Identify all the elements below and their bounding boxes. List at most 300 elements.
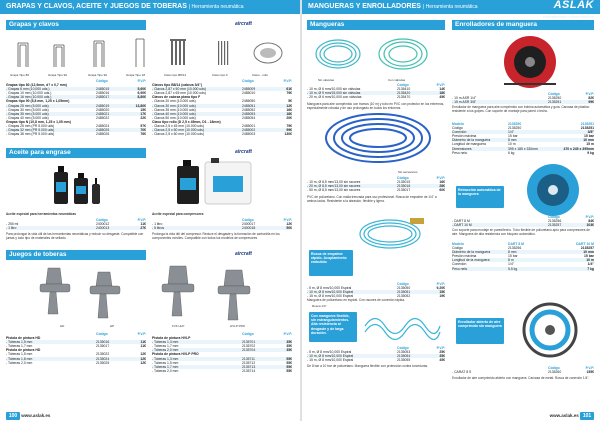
row-code: 2135022 [96,352,110,357]
row-code: 2485052 [242,107,256,112]
table-row [307,188,445,192]
row-description: - 10 m, Ø 6 mm/10,000 sin válvulas [307,87,361,92]
row-description: - Clavos 35 mm (10.000 uds) [152,107,196,112]
row-description: Diámetro de la manguera [452,250,491,255]
row-price: P.V.P. [137,79,146,83]
row-description: - 20 m, Ø 6 mm/10,000 con válvulas [307,95,362,100]
mangueras-table-1 [307,83,445,99]
row-code: 6 kg [508,150,515,155]
table-row [307,95,445,99]
row-description: - Clavos 40 mm (10.000 uds) [152,111,196,116]
row-description: - Toberas 1,3 mm [152,356,179,361]
row-code: Código [242,332,254,336]
table-row [452,223,594,227]
section-aceite-title: Aceite para engrase [6,148,146,158]
row-description: Pistola de pintura HD [6,336,41,341]
row-description: - 1 litro [152,222,163,227]
row-code: 2135025 [96,360,110,365]
aceite-left-description: Para prolongar la vida útil de las herramientas neumáticas y reducir su desgaste. Compatible con juntas y todo tipo de materiales de sellado. [6,232,144,240]
row-price: 16€ [286,107,292,112]
page-divider [300,0,302,421]
row-description: - Toberas 1,7 mm [152,364,179,369]
footer-left [6,411,50,421]
row-price: 2135257 [580,246,594,251]
row-code: 2485009 [242,87,256,92]
row-code: 2485002 [242,128,256,133]
aceite-left-title: Aceite especial para herramientas neumáticas [6,212,76,216]
row-code: 2485017 [96,95,110,100]
section-mangueras-title: Mangueras [307,20,445,30]
row-description: - Grapas 6 mm (10.000 uds.) [6,87,50,92]
clavo-caption-1: Clavo tipo B8/14 [164,73,187,77]
row-description: Longitud de la manguera [452,258,490,263]
row-code: 2135017 [96,344,110,349]
row-description: Código [452,246,463,251]
row-price: 35€ [286,344,292,349]
page-number-right: 101 [580,412,594,420]
row-description: - Clavos 2,87 x 50 mm (10.000 uds) [152,87,206,92]
row-description: Modelo [452,242,464,246]
grapa-caption-4: Grapa Tipo 18 [126,73,146,77]
row-code: 2485010 [242,91,256,96]
row-price: 45€ [439,95,445,100]
row-description: - 50 m, Ø 8,5 mm/13,00 sin racores [307,188,361,193]
aceite-right-table [152,218,292,230]
enrolladores-table-2 [452,215,594,227]
row-price: 27€ [140,226,146,231]
row-description: - 20 m, Ø 8,5 mm/13,00 sin racores [307,184,361,189]
table-row [152,132,292,136]
row-price: P.V.P. [585,92,594,96]
row-price: 11€ [140,222,146,227]
row-description: - 15 m, Ø 8 mm/10,000 Espiral [307,294,354,299]
toberas-right-table [152,332,292,373]
row-price: 84€ [588,219,594,224]
row-code: 2135055 [397,358,411,363]
page-number-left: 100 [6,412,20,420]
coiled-hoses-image [308,32,443,80]
row-description: - 10 m, Ø 8 mm/10,000 Espiral [307,354,354,359]
row-code: 2485054 [242,115,256,120]
callout-manguera-flexible: Con manguera flexible, sin estrangulamientos. Alta resistencia al desgaste y de larga duración. [309,312,357,342]
enrolladores-spec-table-2 [452,242,594,271]
row-code: 2135250 [508,126,522,131]
spray-guns-image [20,264,290,326]
row-description: - 15 m ASR 3/8" [452,100,477,105]
header-right-title: MANGUERAS Y ENROLLADORES [308,3,421,10]
row-description: Código [452,126,463,131]
row-code: 2135711 [242,356,255,361]
row-description: - Grapas 25 mm (PR 5.000 uds) [6,124,55,129]
row-price: 2135251 [580,126,594,131]
row-price: 103€ [586,223,594,228]
row-code: 2135256 [548,219,562,224]
row-price: 70€ [140,128,146,133]
aircraft-brand: aircraft [235,21,252,27]
row-price: 28€ [439,184,445,189]
row-description: Pistola de pintura HVLP PRO [152,352,199,357]
row-price: 79€ [286,91,292,96]
grapas-table-left [6,79,146,136]
aceite-right-description: Prolonga la vida útil del compresor. Reduce el desgaste y la formación de carbonilla en los componentes móviles. Compatible con todos los modelos de compresores. [152,232,280,240]
row-price: 9 kg [587,150,594,155]
row-description: Dimensiones [452,146,472,151]
row-price: 20€ [286,115,292,120]
row-price: 15 bar [584,254,594,259]
row-price: 16€ [439,180,445,185]
row-code: 2135410 [397,87,411,92]
table-row [452,100,594,104]
row-description: - Toberas 1,7 mm [6,344,33,349]
row-price: 12€ [286,222,292,227]
toberas-left-table [6,332,146,365]
row-price: 25€ [439,350,445,355]
row-description: - 5 m, Ø 8 mm/10,000 Espiral [307,350,352,355]
row-price: P.V.P. [283,332,292,336]
row-code: Código [96,218,108,222]
spiral-hose-2-image [360,306,442,346]
row-code: 2485053 [242,111,256,116]
mangueras-description-1: Manguera para aire comprimido con tramos (10 m) y tubo en PVC con protector en los extremos, especialmente robusta y de uso prolongado en todos los entornos. [307,102,445,110]
row-description: - 10 m ASR 1/4" [452,96,477,101]
row-price: 1/4" [587,262,594,267]
row-code: 2485024 [96,124,110,129]
row-price: P.V.P. [436,346,445,350]
gun-caption-hd: HD [60,324,65,328]
row-code: 2135250 [508,122,522,126]
row-code: 2135024 [96,356,110,361]
section-grapas-title: Grapas y clavos [6,20,146,30]
row-price: 12€ [140,352,146,357]
row-code: DART 8 M [508,242,525,246]
row-price: 17€ [140,111,146,116]
row-price: 130€ [284,132,292,137]
staples-nails-illustration [6,33,296,73]
row-price: 470 x 245 x 395mm [563,146,594,151]
row-description: Pistola de pintura HD [6,348,41,353]
hose-caption-con-valvulas: Con válvulas [388,78,406,82]
row-code: Código [397,282,409,286]
open-hose-reel-image [510,300,590,360]
mangueras-table-2 [307,176,445,192]
row-price: DART 10 M [576,242,594,246]
row-code: Código [242,218,254,222]
row-price: P.V.P. [137,218,146,222]
row-description: - 10 m, Ø 8 mm/10,000 Espiral [307,290,354,295]
aircraft-brand-2: aircraft [235,149,252,155]
row-code: 2135256 [508,246,522,251]
row-price: 61€ [286,87,292,92]
row-code: 2135713 [242,364,256,369]
row-code: Código [96,332,108,336]
row-description: - Toberas 1,5 mm [6,340,33,345]
row-description: - Grapas 35 mm (5.000 uds) [6,111,49,116]
row-code: 5,5 kg [508,266,518,271]
row-description: - Toberas 1,3 mm [152,340,179,345]
row-price: 18€ [286,111,292,116]
row-code: 15 bar [508,254,518,259]
row-price: 5,60€ [137,87,146,92]
row-description: Presión máxima [452,134,477,139]
table-row [152,369,292,373]
row-code: 2135054 [397,354,411,359]
row-description: Conexión [452,130,467,135]
row-description: - Toberas 2,0 mm [152,348,179,353]
row-code: Código [548,366,560,370]
row-code: Código [96,79,108,83]
row-code: 2135053 [397,350,411,355]
row-code: 2135017 [397,188,411,193]
gun-caption-fvf: FVF HLP [172,324,185,328]
row-code: 2135704 [242,348,256,353]
row-description: - Grapas 40 mm (5.000 uds) [6,115,49,120]
row-price: 19€ [439,294,445,299]
row-code: 1/4" [508,262,514,267]
row-code: 2135016 [96,340,110,345]
row-description: - CARAT 8 S [452,370,472,375]
row-description: - Grapas 38 mm (PR 5.000 uds) [6,132,55,137]
row-description: Conexión [452,262,467,267]
footer-web-left: www.aslak.es [21,413,51,418]
row-code: Código [548,215,560,219]
dart-hose-reel-image [515,160,593,220]
footer-web-right: www.aslak.es [549,413,579,418]
table-row [6,361,146,365]
row-code: 2135260 [548,370,562,375]
row-code: 2485025 [96,128,110,133]
header-right: MANGUERAS Y ENROLLADORES | Herramienta neumática ASLAK COMPRESORES Y HERRAMIENTAS [302,0,600,14]
gun-caption-hvlp-pro: HVLP PRO [230,324,246,328]
row-code: 2135015 [397,180,411,185]
row-description: - Grapas 30 mm (5.000 uds) [6,107,49,112]
header-left-title: GRAPAS Y CLAVOS, ACEITE Y JUEGOS DE TOBERAS [6,3,187,10]
row-price: 22€ [140,115,146,120]
callout-rosca: Rosca de empalme rápido. Acoplamiento embutido [309,250,353,276]
row-code: Código [397,176,409,180]
row-code: 2485026 [96,132,110,137]
row-price: 82€ [588,96,594,101]
row-price: 6,90€ [137,91,146,96]
row-price: 15 m [586,142,594,147]
row-description: Clavos tipo B8/14 (cabeza 3/4") [152,83,203,88]
grapa-caption-1: Grapa Tipo 80 [10,73,30,77]
row-price: 55€ [286,356,292,361]
row-code: 2485021 [96,111,110,116]
enrolladores-description-3: Enrollador de aire comprimido abierto con manguera. Carcasa de metal. Rosca de conexión 1/4". [452,376,590,380]
row-code: Código [397,83,409,87]
mangueras-table-4 [307,346,445,362]
row-price: 12€ [140,360,146,365]
row-description: Presión máxima [452,254,477,259]
row-code: Código [242,79,254,83]
row-description: - Clavos 20 mm (10.000 uds) [152,99,196,104]
row-description: - Toberas 1,5 mm [152,360,179,365]
row-price: 15€ [439,290,445,295]
row-description: - 10 m, Ø 9 mm/15,000 sin válvulas [307,91,361,96]
row-price: P.V.P. [585,366,594,370]
row-price: 12€ [140,356,146,361]
row-price: 35€ [286,348,292,353]
blue-hose-coil-image [318,112,438,168]
row-description: - Toberas 1,7 mm [152,344,179,349]
row-description: - Clavos 50 mm (10.000 uds) [152,115,196,120]
row-code: 8 m [508,258,514,263]
callout-retraccion: Retracción automática de la manguera [456,186,504,208]
enrolladores-description-2: Con soporte para montaje en pared/techo. Tubo flexible de poliuretano apto para compresores de aire. Manguera de alta resistencia con bloqueo automático. [452,228,590,236]
oil-bottles-left-image [50,164,110,206]
table-row [6,226,146,230]
hose-reel-image [490,32,570,90]
row-code: 2135701 [242,340,256,345]
row-price: 35€ [286,340,292,345]
row-code: 8 mm [508,138,517,143]
aircraft-brand-3: aircraft [235,251,252,257]
row-code: 2135251 [548,100,562,105]
row-price: 79€ [286,124,292,129]
row-description: - Toberas 1,8 mm [6,356,33,361]
row-code: 2400012 [96,222,110,227]
mangueras-table-3 [307,282,445,298]
row-description: - Toberas 2,0 mm [152,368,179,373]
row-description: - 1 litro [6,226,17,231]
row-code: 2135702 [242,344,256,349]
row-price: P.V.P. [436,176,445,180]
row-price: P.V.P. [436,83,445,87]
table-row [452,267,594,271]
row-description: Clavos de cabeza plana tipo F [152,95,201,100]
row-description: - Clavos 2,5 x 60 mm (10.000 uds) [152,132,205,137]
row-price: P.V.P. [585,215,594,219]
row-description: - Toberas 2,0 mm [6,360,33,365]
row-price: 10 m [586,258,594,263]
row-code: 2135250 [548,96,562,101]
row-code: 2135050 [397,286,411,291]
row-price: 99€ [286,128,292,133]
row-code: 2485019 [96,103,110,108]
callout-enrollador-abierto: Enrollador abierto de aire comprimido sin manguera [456,318,504,344]
mangueras-description-3: Manguera de poliuretano en espiral. Con racores de conexión rápida. [307,298,405,302]
row-description: Grapas tipo 90 (5,8 mm, 1,25 x 1,05mm) [6,99,70,104]
row-code: 2135712 [242,360,256,365]
row-code: 2135052 [397,294,411,299]
row-price: 15€ [140,107,146,112]
row-code: 10 m [508,142,516,147]
row-description: Clavo tipo rollo (D 2,5 x 45mm, D1 - 18mm) [152,119,221,124]
row-code: 15 bar [508,134,518,139]
row-code: 2135051 [397,290,411,295]
header-left-subtitle: Herramienta neumática [191,4,244,10]
row-description: - Clavos 2,5 x 50 mm (10.000 uds) [152,128,205,133]
row-description: Grapas tipo 80 (12,9mm, d? x 0,7 mm) [6,83,67,88]
clavo-caption-3: Clavo - rollo [252,73,269,77]
table-row [452,151,594,155]
clavo-caption-2: Clavo tipo F [212,73,229,77]
row-code: 2485020 [96,107,110,112]
row-price: 11€ [140,340,146,345]
row-code: 2135016 [397,184,411,189]
row-description: Pistola de pintura HVLP [152,336,191,341]
header-left: GRAPAS Y CLAVOS, ACEITE Y JUEGOS DE TOBERAS | Herramienta neumática [0,0,300,14]
grapa-caption-2: Grapa Tipo 90 [48,73,68,77]
row-code: 2135257 [548,223,562,228]
row-price: 14€ [439,87,445,92]
row-description: - Grapas 10 mm (10.000 uds.) [6,91,52,96]
section-enrolladores-title: Enrolladores de manguera [452,20,594,30]
row-price: 60€ [439,188,445,193]
row-code: 2485016 [96,91,110,96]
row-price: 13,80€ [135,103,146,108]
table-row [152,226,292,230]
section-toberas-title: Juegos de toberas [6,250,146,260]
table-row [6,132,146,136]
header-right-subtitle: Herramienta neumática [425,4,478,10]
row-price: P.V.P. [283,218,292,222]
clavos-table-right [152,79,292,136]
row-price: 7 kg [587,266,594,271]
row-code: 2400017 [242,222,256,227]
row-description: - Grapas 25 mm (5.000 uds) [6,103,49,108]
row-description: - Toberas 1,5 mm [6,352,33,357]
row-code: 2135470 [397,95,411,100]
aslak-logo: ASLAK [553,0,594,11]
row-description: Grapas tipo N (10,8 mm, 1,25 x 1,05 mm) [6,119,71,124]
gun-caption-hp: HP [110,324,115,328]
row-description: - 5 litros [152,226,165,231]
row-description: Diámetro de la manguera [452,138,491,143]
row-code: 2485050 [242,99,256,104]
row-price: P.V.P. [283,79,292,83]
mangueras-description-4: De 8 bar a 10 bar de poliuretano. Manguera flexible con protección contra torceduras. [307,364,429,368]
mangueras-description-2: PVC de poliuretano. Con malla trenzada para uso profesional. Rosca de empalme de 1/4" a ambos lados. Resistente a la abrasión, flexible y ligera. [307,195,437,203]
row-code: 2400013 [96,226,110,231]
row-price: 3/8" [587,130,594,135]
logo-tagline: COMPRESORES Y HERRAMIENTAS [542,15,594,19]
row-code: Código [548,92,560,96]
row-code: 395 x 185 x 330mm [508,146,538,151]
row-description: - Grapas 16 mm (10.000 uds.) [6,95,52,100]
row-code: 2485003 [242,132,256,137]
row-description: - DART 10 M [452,223,472,228]
row-description: Modelo [452,122,464,126]
row-code: 2135714 [242,368,256,373]
aceite-left-table [6,218,146,230]
row-price: 76€ [140,132,146,137]
row-description: - 15 m, Ø 8 mm/10,000 Espiral [307,358,354,363]
hose-caption-sin-valvulas: Sin válvulas [318,78,335,82]
row-price: 18€ [439,91,445,96]
row-description: - Clavos 2,5 x 45 mm (10.000 uds) [152,124,205,129]
row-description: - Grapas 32 mm (PR 5.000 uds) [6,128,55,133]
row-price: 10 mm [583,138,594,143]
row-description: Peso neto [452,150,468,155]
row-code: 2485015 [96,87,110,92]
row-price: 5€ [288,99,292,104]
row-code: 2485001 [242,124,256,129]
row-code: 2485022 [96,115,110,120]
row-description: - DART 8 M [452,219,470,224]
row-code: 2400018 [242,226,256,231]
row-price: 35€ [439,354,445,359]
row-price: 8,80€ [137,95,146,100]
enrolladores-table-3 [452,366,594,374]
row-price: 9,20€ [436,286,445,291]
row-description: Longitud de manguera [452,142,486,147]
row-price: P.V.P. [137,332,146,336]
grapa-caption-3: Grapa Tipo 90 [88,73,108,77]
row-price: 45€ [439,358,445,363]
row-description: - 250 ml [6,222,19,227]
row-description: Peso neto [452,266,468,271]
